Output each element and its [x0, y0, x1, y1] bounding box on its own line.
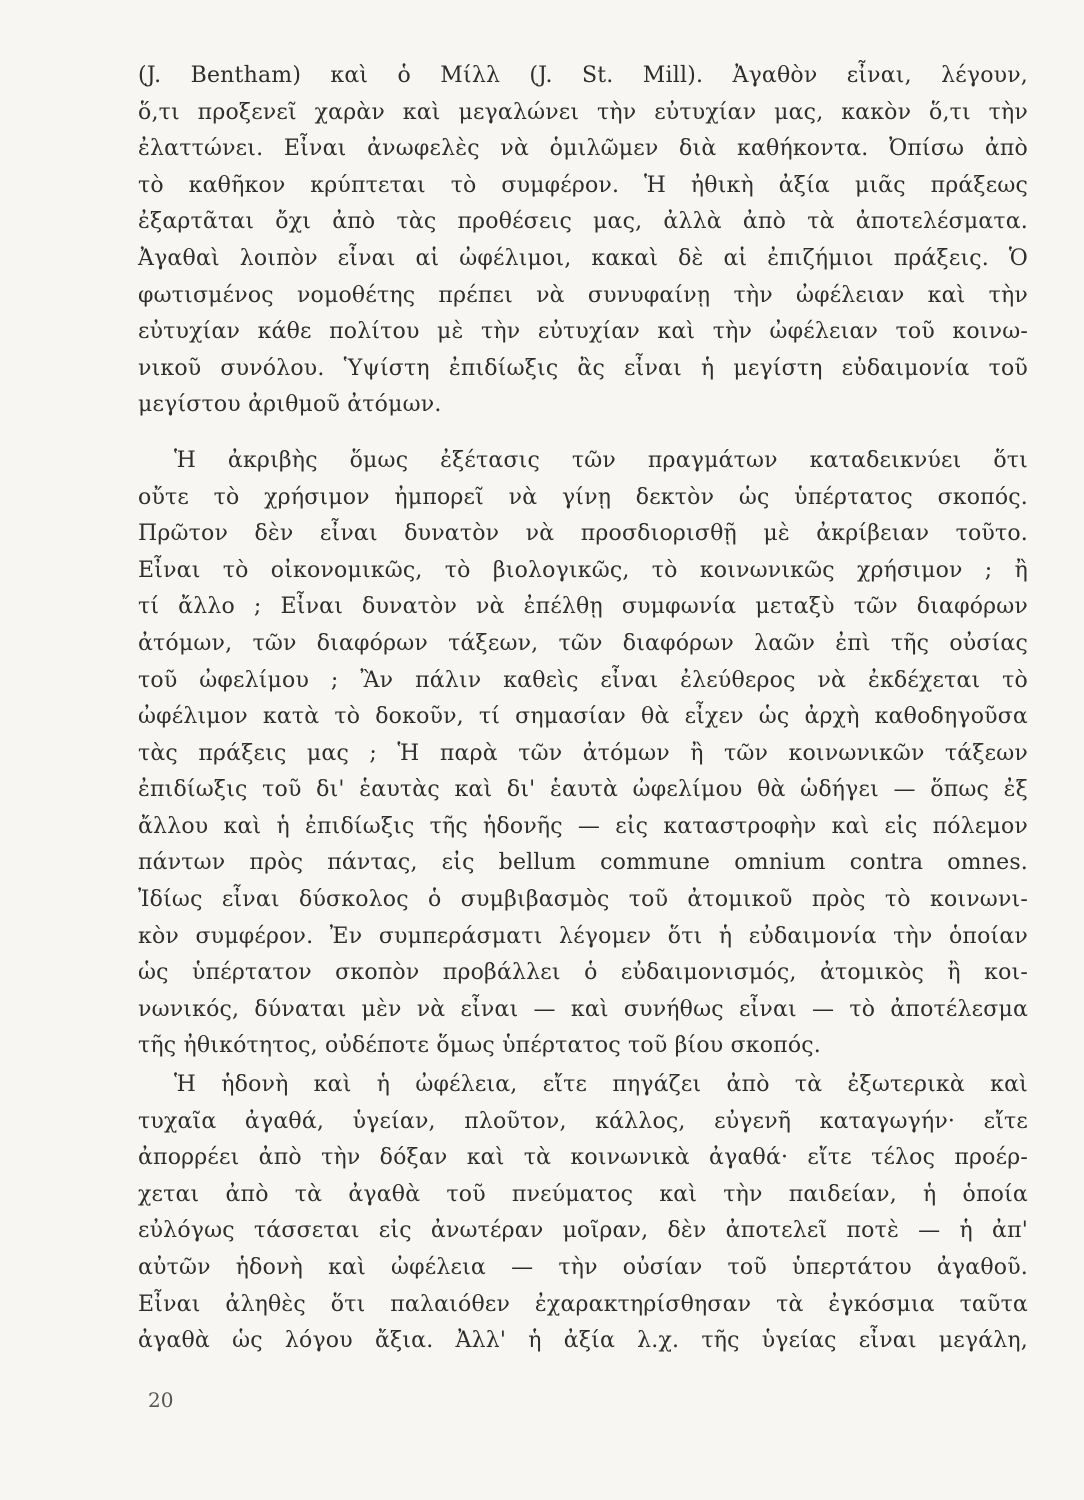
- text-line: Ἡ ἀκριβὴς ὅμως ἐξέτασις τῶν πραγμάτων καταδεικνύει ὅτι: [174, 447, 1028, 473]
- text-line: Ἡ ἡδονὴ καὶ ἡ ὠφέλεια, εἴτε πηγάζει ἀπὸ τὰ ἐξωτερικὰ καὶ: [174, 1072, 1028, 1098]
- text-line: Πρῶτον δὲν εἶναι δυνατὸν νὰ προσδιορισθῇ μὲ ἀκρίβειαν τοῦτο.: [138, 521, 1028, 547]
- body-text: [138, 58, 1028, 1360]
- text-line: χεται ἀπὸ τὰ ἀγαθὰ τοῦ πνεύματος καὶ τὴν παιδείαν, ἡ ὁποία: [138, 1181, 1028, 1207]
- text-line: τοῦ ὠφελίμου ; Ἂν πάλιν καθεὶς εἶναι ἐλεύθερος νὰ ἐκδέχεται τὸ: [138, 667, 1028, 693]
- text-line: τί ἄλλο ; Εἶναι δυνατὸν νὰ ἐπέλθῃ συμφωνία μεταξὺ τῶν διαφόρων: [138, 594, 1028, 620]
- text-line: ἐξαρτᾶται ὄχι ἀπὸ τὰς προθέσεις μας, ἀλλὰ ἀπὸ τὰ ἀποτελέσματα.: [138, 209, 1028, 235]
- text-line: νικοῦ συνόλου. Ὑψίστη ἐπιδίωξις ἂς εἶναι ἡ μεγίστη εὐδαιμονία τοῦ: [138, 355, 1028, 381]
- text-line: πάντων πρὸς πάντας, εἰς bellum commune omnium contra omnes.: [138, 850, 1028, 876]
- text-line: εὐλόγως τάσσεται εἰς ἀνωτέραν μοῖραν, δὲν ἀποτελεῖ ποτὲ — ἡ ἀπ': [138, 1218, 1028, 1244]
- text-line: ὡς ὑπέρτατον σκοπὸν προβάλλει ὁ εὐδαιμονισμός, ἀτομικὸς ἢ κοι-: [138, 960, 1028, 986]
- text-line: φωτισμένος νομοθέτης πρέπει νὰ συνυφαίνῃ τὴν ὠφέλειαν καὶ τὴν: [138, 282, 1028, 308]
- text-line: ἐπιδίωξις τοῦ δι' ἑαυτὰς καὶ δι' ἑαυτὰ ὠφελίμου θὰ ὡδήγει — ὅπως ἐξ: [138, 777, 1028, 803]
- text-line: ἀτόμων, τῶν διαφόρων τάξεων, τῶν διαφόρων λαῶν ἐπὶ τῆς οὐσίας: [138, 630, 1028, 656]
- text-line: τῆς ἠθικότητος, οὐδέποτε ὅμως ὑπέρτατος τοῦ βίου σκοπός.: [138, 1033, 822, 1059]
- text-line: Εἶναι ἀληθὲς ὅτι παλαιόθεν ἐχαρακτηρίσθησαν τὰ ἐγκόσμια ταῦτα: [138, 1291, 1028, 1317]
- paragraph-3: [138, 1067, 1028, 1360]
- text-line: ὅ,τι προξενεῖ χαρὰν καὶ μεγαλώνει τὴν εὐτυχίαν μας, κακὸν ὅ,τι τὴν: [138, 99, 1028, 125]
- text-line: ἄλλου καὶ ἡ ἐπιδίωξις τῆς ἡδονῆς — εἰς καταστροφὴν καὶ εἰς πόλεμον: [138, 813, 1028, 839]
- text-line: τὸ καθῆκον κρύπτεται τὸ συμφέρον. Ἡ ἠθικὴ ἀξία μιᾶς πράξεως: [138, 172, 1028, 198]
- text-line: τὰς πράξεις μας ; Ἡ παρὰ τῶν ἀτόμων ἢ τῶν κοινωνικῶν τάξεων: [138, 740, 1028, 766]
- text-line: ἀπορρέει ἀπὸ τὴν δόξαν καὶ τὰ κοινωνικὰ ἀγαθά· εἴτε τέλος προέρ-: [138, 1145, 1028, 1171]
- text-line: αὐτῶν ἡδονὴ καὶ ὠφέλεια — τὴν οὐσίαν τοῦ ὑπερτάτου ἀγαθοῦ.: [138, 1255, 1028, 1280]
- paragraph-gap: [138, 424, 1028, 443]
- text-line: ἐλαττώνει. Εἶναι ἀνωφελὲς νὰ ὁμιλῶμεν διὰ καθήκοντα. Ὀπίσω ἀπὸ: [138, 136, 1028, 162]
- text-line: τυχαῖα ἀγαθά, ὑγείαν, πλοῦτον, κάλλος, εὐγενῆ καταγωγήν· εἴτε: [138, 1108, 1028, 1134]
- text-line: Ἰδίως εἶναι δύσκολος ὁ συμβιβασμὸς τοῦ ἀτομικοῦ πρὸς τὸ κοινωνι-: [138, 887, 1028, 913]
- text-line: κὸν συμφέρον. Ἐν συμπεράσματι λέγομεν ὅτι ἡ εὐδαιμονία τὴν ὁποίαν: [138, 923, 1028, 949]
- page-number: 20: [148, 1388, 174, 1412]
- text-line: εὐτυχίαν κάθε πολίτου μὲ τὴν εὐτυχίαν καὶ τὴν ὠφέλειαν τοῦ κοινω-: [138, 319, 1028, 345]
- text-line: μεγίστου ἀριθμοῦ ἀτόμων.: [138, 392, 442, 418]
- text-line: ὠφέλιμον κατὰ τὸ δοκοῦν, τί σημασίαν θὰ εἶχεν ὡς ἀρχὴ καθοδηγοῦσα: [138, 704, 1028, 730]
- text-line: ἀγαθὰ ὡς λόγου ἄξια. Ἀλλ' ἡ ἀξία λ.χ. τῆς ὑγείας εἶναι μεγάλη,: [138, 1328, 1028, 1354]
- text-line: Εἶναι τὸ οἰκονομικῶς, τὸ βιολογικῶς, τὸ κοινωνικῶς χρήσιμον ; ἢ: [138, 557, 1028, 583]
- text-line: νωνικός, δύναται μὲν νὰ εἶναι — καὶ συνήθως εἶναι — τὸ ἀποτέλεσμα: [138, 996, 1028, 1022]
- text-line: (J. Bentham) καὶ ὁ Μίλλ (J. St. Mill). Ἀγαθὸν εἶναι, λέγουν,: [138, 63, 1028, 88]
- text-line: οὔτε τὸ χρήσιμον ἠμπορεῖ νὰ γίνῃ δεκτὸν ὡς ὑπέρτατος σκοπός.: [138, 484, 1028, 510]
- text-line: Ἀγαθαὶ λοιπὸν εἶναι αἱ ὠφέλιμοι, κακαὶ δὲ αἱ ἐπιζήμιοι πράξεις. Ὁ: [138, 245, 1028, 271]
- paragraph-2: [138, 443, 1028, 1065]
- paragraph-1: [138, 58, 1028, 424]
